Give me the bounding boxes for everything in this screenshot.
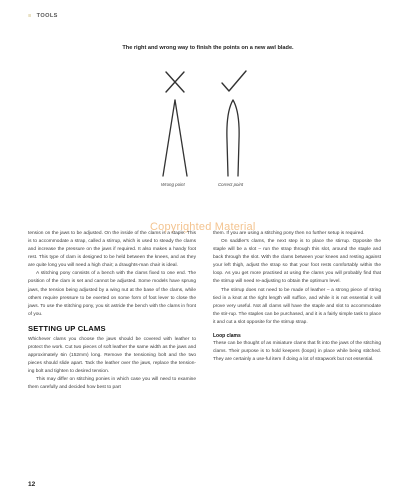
right-paragraph-2: On saddler's clams, the next step is to place the stirrup. Opposite the staple will be a slot – run the strap through this slot, around the staple and back through the slot. With the clams between your knees and resting against your left thigh, adjust the strap so that your foot rests comfortably within the loop. As you get more practised at using the clams you will probably find that the stirrup will need re-adjusting to obtain the optimum level.	[213, 239, 381, 285]
subheading-loop-clams: Loop clams	[213, 332, 241, 339]
awl-points-illustration	[0, 0, 416, 200]
check-icon	[222, 71, 246, 91]
cross-icon	[166, 72, 184, 92]
left-paragraph-4: This may differ on stitching ponies in which case you will need to examine them carefully and decided how best to part	[28, 377, 196, 391]
wrong-point-awl	[163, 100, 187, 176]
page-number: 12	[28, 481, 36, 488]
left-paragraph-2: A stitching pony consists of a bench with the clams fixed to one end. The position of the clam is set and cannot be adjusted. Some models have sprung jaws, the tension being adjusted by a wing nut at the base of the clams, while others require pressure to be exerted on some form of foot lever to close the jaws. To use the stitching pony, you sit astride the bench with the clams in front of you.	[28, 271, 196, 317]
right-paragraph-3: The stirrup does not need to be made of leather – a strong piece of string tied in a knot at the right length will suffice, and while it is not essential it will prove very useful. Not all clams will have the staple and slot to accommodate the stir-rup. The staples can be purchased, and it is a fairly simple task to place it and cut a slot opposite for the stirrup strap.	[213, 287, 381, 325]
left-paragraph-1: tension on the jaws to be adjusted. On the inside of the clams is a staple. This is to accommodate a strap, called a stirrup, which is used to steady the clams and increase the pressure on the jaws if required. It also makes a handy foot rest. This type of clam is designed to be held between the knees, and as they are quite long you will need a high chair; a draughts-man chair is ideal.	[28, 231, 196, 269]
left-column	[28, 230, 196, 392]
copyright-watermark: Copyrighted Material	[150, 221, 256, 233]
right-paragraph-1: them. If you are using a stitching pony then no further setup is required.	[213, 231, 365, 236]
figure-caption: The right and wrong way to finish the points on a new awl blade.	[122, 45, 294, 51]
section-title: TOOLS	[36, 13, 58, 19]
wrong-point-label: Wrong point	[161, 182, 185, 187]
right-paragraph-4: These can be thought of as miniature clams that fit into the jaws of the stitching clams. Their purpose is to hold keepers (loops) in place while being stitched. They are certainly a use-ful item if doing a lot of strapwork but not essential.	[213, 340, 381, 363]
correct-point-label: Correct point	[218, 182, 244, 187]
menu-bars-icon: ≡	[28, 13, 32, 19]
right-column	[213, 230, 381, 364]
left-paragraph-3: Whichever clams you choose the jaws should be covered with leather to protect the work. Cut two pieces of soft leather the same width as the jaws and approximately 6in (152mm) long. Remove the tensioning bolt and the two pieces should slide apart. Tack the leather over the jaws, replace the tension-ing bolt and tighten to desired tension.	[28, 336, 196, 375]
section-heading-setting-up-clams: SETTING UP CLAMS	[28, 323, 106, 333]
correct-point-awl	[227, 100, 239, 176]
